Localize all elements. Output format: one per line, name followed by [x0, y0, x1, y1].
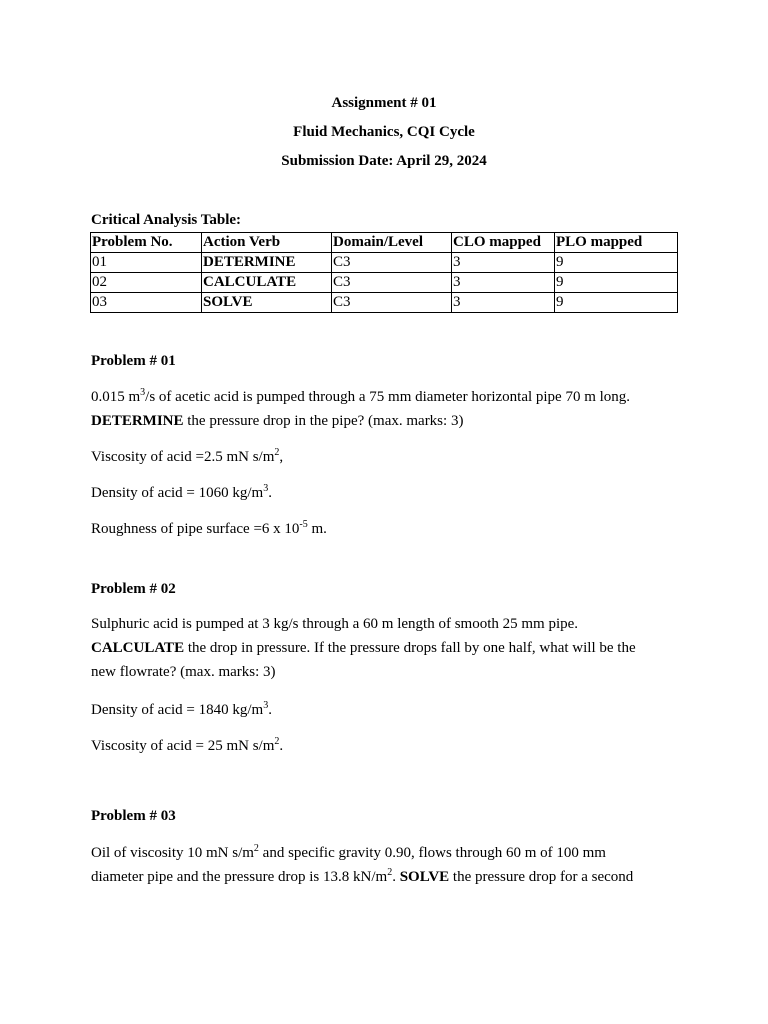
header-domain-level: Domain/Level	[332, 233, 452, 253]
header-plo-mapped: PLO mapped	[555, 233, 678, 253]
problem-2-statement: Sulphuric acid is pumped at 3 kg/s through a 60 m length of smooth 25 mm pipe. CALCULATE the drop in pressure. If the pressure drops fall by one half, what will be the new flowrate? (max. marks: 3)	[91, 616, 636, 680]
cell-plo: 9	[555, 253, 678, 273]
cell-action-verb: SOLVE	[202, 293, 332, 313]
problem-2-density: Density of acid = 1840 $kg/m^3$.	[91, 700, 272, 718]
submission-date: Submission Date: April 29, 2024	[281, 153, 487, 169]
problem-3-verb: SOLVE	[399, 869, 450, 885]
cell-plo: 9	[555, 273, 678, 293]
problem-1-verb: DETERMINE	[91, 413, 184, 429]
table-caption: Critical Analysis Table:	[91, 212, 242, 228]
problem-3-heading: Problem # 03	[91, 808, 176, 824]
cell-problem-no: 02	[91, 273, 202, 293]
cell-clo: 3	[452, 273, 555, 293]
table-row	[91, 273, 678, 293]
cell-action-verb: DETERMINE	[202, 253, 332, 273]
problem-2-heading: Problem # 02	[91, 581, 176, 597]
problem-1-heading: Problem # 01	[91, 353, 176, 369]
table-row	[91, 253, 678, 273]
problem-2-viscosity: Viscosity of acid = 25 mN $s/m^2$.	[91, 736, 284, 754]
course-title: Fluid Mechanics, CQI Cycle	[293, 124, 475, 140]
problem-1-viscosity: Viscosity of acid =2.5 mN $s/m^2$,	[91, 447, 284, 465]
header-action-verb: Action Verb	[202, 233, 332, 253]
problem-3-statement: Oil of viscosity 10 mN $s/m^2$ and specific gravity 0.90, flows through 60 m of 100 mm diameter pipe and the pressure drop is 13.8 $kN/m^2$. SOLVE the pressure drop for a second	[91, 843, 634, 885]
problem-1-density: Density of acid = 1060 $kg/m^3$.	[91, 483, 272, 501]
problem-2-verb: CALCULATE	[91, 640, 185, 656]
header-problem-no: Problem No.	[91, 233, 202, 253]
cell-domain-level: C3	[332, 273, 452, 293]
cell-problem-no: 01	[91, 253, 202, 273]
critical-analysis-table	[90, 232, 678, 313]
table-row	[91, 293, 678, 313]
cell-problem-no: 03	[91, 293, 202, 313]
cell-domain-level: C3	[332, 293, 452, 313]
problem-1-statement: 0.015 $m^3/s$ of acetic acid is pumped through a 75 mm diameter horizontal pipe 70 m long. DETERMINE the pressure drop in the pipe? (max. marks: 3)	[91, 387, 631, 429]
problem-1-roughness: Roughness of pipe surface =6 x $10^{-5}$ m.	[91, 519, 327, 537]
cell-plo: 9	[555, 293, 678, 313]
assignment-title: Assignment # 01	[331, 95, 437, 111]
cell-action-verb: CALCULATE	[202, 273, 332, 293]
table-header-row	[91, 233, 678, 253]
cell-clo: 3	[452, 293, 555, 313]
cell-clo: 3	[452, 253, 555, 273]
header-clo-mapped: CLO mapped	[452, 233, 555, 253]
cell-domain-level: C3	[332, 253, 452, 273]
